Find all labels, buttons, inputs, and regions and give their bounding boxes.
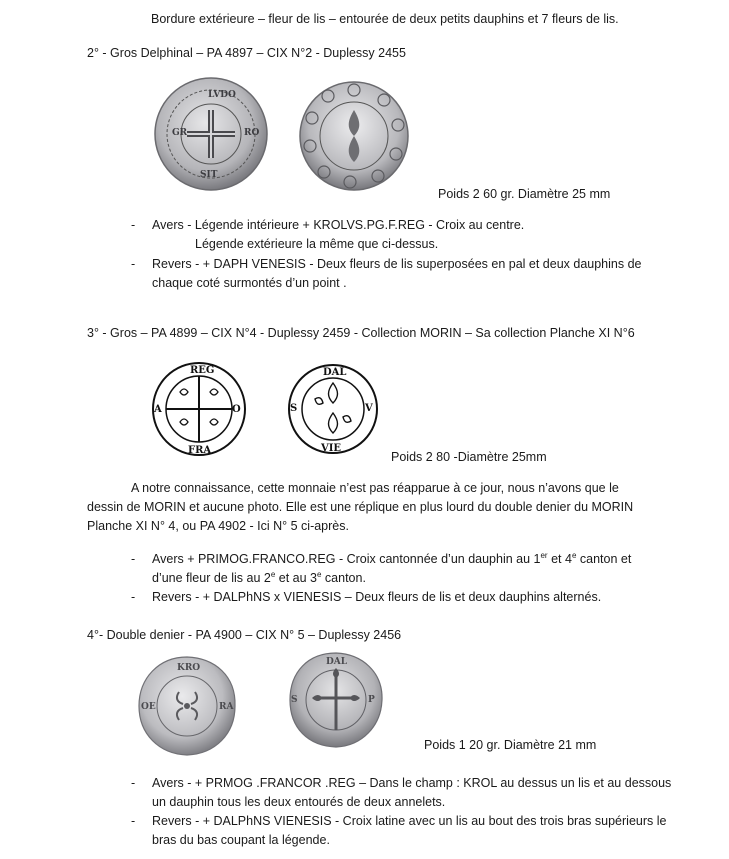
svg-text:O: O (232, 404, 241, 415)
svg-text:GR: GR (172, 128, 188, 138)
section-3-caption: Poids 2 80 -Diamètre 25mm (391, 450, 547, 464)
section-3-paragraph-line-1: A notre connaissance, cette monnaie n’est pas réapparue à ce jour, nous n’avons que le (131, 481, 619, 495)
section-4-bullet-revers-cont: bras du bas coupant la légende. (152, 833, 330, 847)
svg-text:LVDO: LVDO (208, 90, 236, 100)
svg-text:S: S (291, 695, 298, 705)
section-2-heading: 2° - Gros Delphinal – PA 4897 – CIX N°2 - Duplessy 2455 (87, 46, 406, 60)
coin-4-reverse-image (286, 650, 386, 750)
svg-text:OE: OE (141, 702, 156, 712)
section-4-caption: Poids 1 20 gr. Diamètre 21 mm (424, 738, 597, 752)
svg-text:REG: REG (190, 365, 215, 376)
section-4-heading: 4°- Double denier - PA 4900 – CIX N° 5 – Duplessy 2456 (87, 628, 402, 642)
section-3-bullet-avers: Avers + PRIMOG.FRANCO.REG - Croix cantonnée d’un dauphin au 1er et 4e canton et (152, 550, 632, 566)
svg-text:A: A (154, 404, 162, 415)
svg-text:RO: RO (244, 128, 260, 138)
section-2-bullet-revers-cont: chaque coté surmontés d’un point . (152, 276, 347, 290)
coin-3-obverse-drawing (150, 360, 248, 458)
coin-2-obverse-image (152, 75, 270, 193)
svg-text:DAL: DAL (323, 367, 347, 378)
section-4-bullet-avers-cont: un dauphin tous les deux entourés de deux annelets. (152, 795, 446, 809)
svg-text:VIE: VIE (321, 443, 342, 454)
intro-line: Bordure extérieure – fleur de lis – entourée de deux petits dauphins et 7 fleurs de lis. (151, 12, 619, 26)
svg-text:S: S (290, 403, 298, 414)
section-3-bullet-revers: Revers - + DALPhNS x VIENESIS – Deux fleurs de lis et deux dauphins alternés. (152, 590, 602, 604)
bullet-dash: - (131, 814, 136, 828)
section-2-bullet-avers: Avers - Légende intérieure + KROLVS.PG.F.REG - Croix au centre. (152, 218, 525, 232)
coin-4-obverse-image (135, 654, 239, 758)
section-2-caption: Poids 2 60 gr. Diamètre 25 mm (438, 187, 611, 201)
svg-text:RA: RA (219, 702, 234, 712)
section-3-paragraph-line-3: Planche XI N° 4, ou PA 4902 - Ici N° 5 ci-après. (87, 519, 349, 533)
section-3-bullet-avers-cont: d’une fleur de lis au 2e et au 3e canton. (152, 569, 366, 585)
bullet-dash: - (131, 552, 136, 566)
svg-text:FRA: FRA (188, 445, 212, 456)
svg-text:P: P (368, 695, 375, 705)
coin-2-reverse-image (298, 80, 410, 192)
section-3-paragraph-line-2: dessin de MORIN et aucune photo. Elle est une réplique en plus lourd du double denier du MORIN (87, 500, 634, 514)
svg-text:DAL: DAL (326, 657, 348, 667)
bullet-dash: - (131, 590, 136, 604)
bullet-dash: - (131, 776, 136, 790)
section-3-heading: 3° - Gros – PA 4899 – CIX N°4 - Duplessy 2459 - Collection MORIN – Sa collection Planche XI N°6 (87, 326, 635, 340)
section-4-bullet-avers: Avers - + PRMOG .FRANCOR .REG – Dans le champ : KROL au dessus un lis et au dessous (152, 776, 672, 790)
svg-text:KRO: KRO (177, 663, 201, 673)
section-4-bullet-revers: Revers - + DALPhNS VIENESIS - Croix latine avec un lis au bout des trois bras supérieurs le (152, 814, 667, 828)
section-2-bullet-revers: Revers - + DAPH VENESIS - Deux fleurs de lis superposées en pal et deux dauphins de (152, 257, 642, 271)
bullet-dash: - (131, 257, 136, 271)
section-2-bullet-avers-cont: Légende extérieure la même que ci-dessus. (195, 237, 439, 251)
bullet-dash: - (131, 218, 136, 232)
coin-3-reverse-drawing (287, 363, 379, 455)
svg-text:SIT: SIT (200, 170, 218, 180)
svg-text:V: V (365, 403, 373, 414)
